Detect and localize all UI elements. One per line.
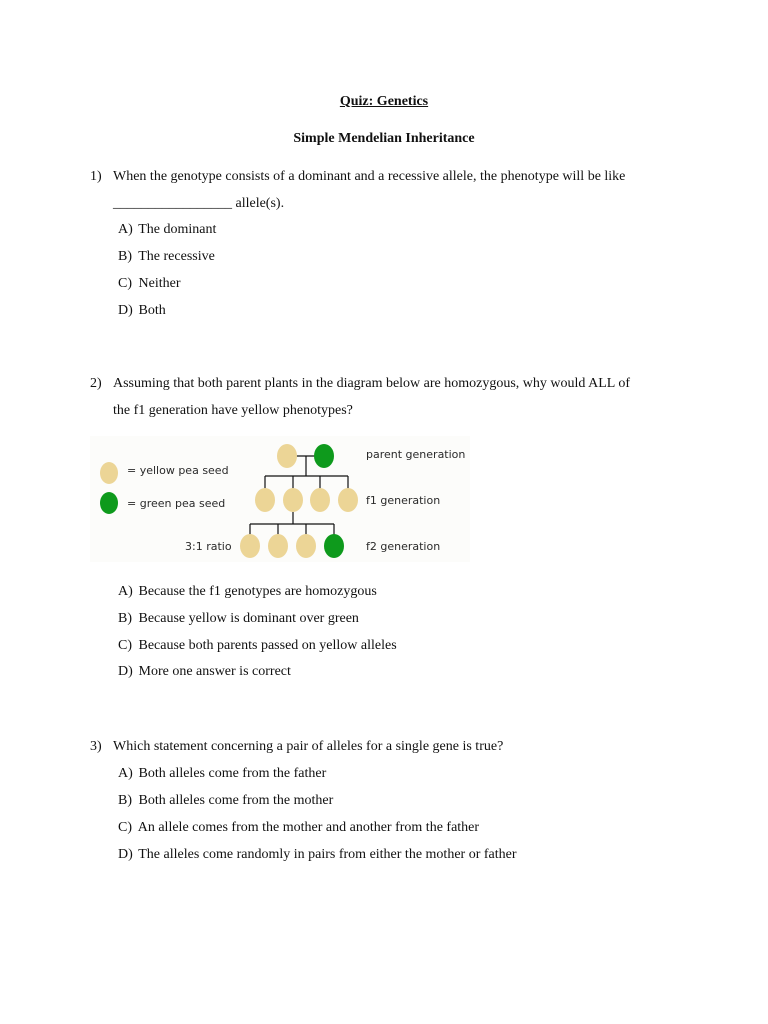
f1-seed xyxy=(283,488,303,512)
choice-c[interactable] xyxy=(118,819,479,837)
f2-seed xyxy=(296,534,316,558)
f2-seed xyxy=(324,534,344,558)
choice-a[interactable] xyxy=(118,765,326,783)
choice-a[interactable] xyxy=(118,221,216,239)
choice-text: Because yellow is dominant over green xyxy=(138,611,359,626)
choice-letter: A) xyxy=(118,766,133,781)
choice-text: The dominant xyxy=(138,222,217,237)
choice-letter: B) xyxy=(118,793,132,808)
choice-d[interactable] xyxy=(118,846,517,864)
choice-b[interactable] xyxy=(118,610,359,628)
choice-letter: C) xyxy=(118,820,132,835)
choice-d[interactable] xyxy=(118,663,291,681)
quiz-title: Quiz: Genetics xyxy=(339,94,429,109)
question-number: 1) xyxy=(90,169,102,184)
parent-yellow-seed xyxy=(277,444,297,468)
quiz-subtitle: Simple Mendelian Inheritance xyxy=(293,131,475,146)
mendel-diagram xyxy=(90,436,470,562)
question-text-line: Which statement concerning a pair of alleles for a single gene is true? xyxy=(113,739,504,754)
yellow-seed-legend-icon xyxy=(100,462,118,484)
f1-seed xyxy=(338,488,358,512)
legend-green-label: = green pea seed xyxy=(127,497,226,510)
choice-a[interactable] xyxy=(118,583,377,601)
choice-letter: B) xyxy=(118,611,132,626)
question-text-line: Assuming that both parent plants in the diagram below are homozygous, why would ALL of xyxy=(113,376,631,391)
parent-generation-label: parent generation xyxy=(366,448,466,461)
choice-letter: D) xyxy=(118,847,133,862)
question-text-line: When the genotype consists of a dominant and a recessive allele, the phenotype will be like xyxy=(113,169,626,184)
f1-seed xyxy=(255,488,275,512)
choice-letter: A) xyxy=(118,584,133,599)
choice-text: The alleles come randomly in pairs from either the mother or father xyxy=(138,847,517,862)
green-seed-legend-icon xyxy=(100,492,118,514)
f1-seed xyxy=(310,488,330,512)
question-text-line: the f1 generation have yellow phenotypes? xyxy=(113,403,353,418)
choice-letter: D) xyxy=(118,303,133,318)
choice-text: More one answer is correct xyxy=(138,664,291,679)
ratio-label: 3:1 ratio xyxy=(185,540,232,553)
f2-generation-label: f2 generation xyxy=(366,540,441,553)
choice-d[interactable] xyxy=(118,302,166,320)
choice-text: Because the f1 genotypes are homozygous xyxy=(138,584,377,599)
legend-yellow-label: = yellow pea seed xyxy=(127,464,229,477)
f2-seed xyxy=(240,534,260,558)
choice-letter: C) xyxy=(118,276,132,291)
choice-text: Because both parents passed on yellow alleles xyxy=(138,638,397,653)
choice-letter: A) xyxy=(118,222,133,237)
choice-letter: B) xyxy=(118,249,132,264)
choice-c[interactable] xyxy=(118,275,180,293)
mendel-diagram-figure xyxy=(90,436,470,562)
choice-b[interactable] xyxy=(118,248,215,266)
choice-letter: D) xyxy=(118,664,133,679)
choice-text: The recessive xyxy=(138,249,215,264)
choice-text: Both xyxy=(138,303,166,318)
choice-b[interactable] xyxy=(118,792,333,810)
f2-seed xyxy=(268,534,288,558)
f1-generation-label: f1 generation xyxy=(366,494,441,507)
choice-text: Neither xyxy=(138,276,181,291)
choice-letter: C) xyxy=(118,638,132,653)
question-number: 3) xyxy=(90,739,102,754)
choice-text: An allele comes from the mother and another from the father xyxy=(137,820,480,835)
choice-text: Both alleles come from the father xyxy=(138,766,327,781)
parent-green-seed xyxy=(314,444,334,468)
choice-c[interactable] xyxy=(118,637,397,655)
choice-text: Both alleles come from the mother xyxy=(138,793,334,808)
question-number: 2) xyxy=(90,376,102,391)
question-text-line: _________________ allele(s). xyxy=(113,196,285,211)
